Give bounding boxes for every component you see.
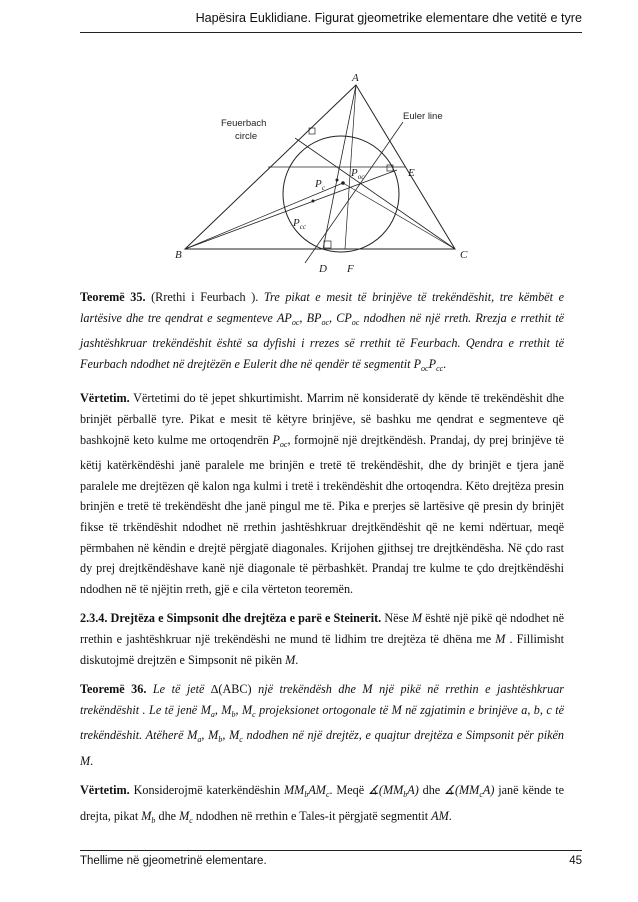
footer-title: Thellime në gjeometrinë elementare.	[80, 855, 267, 867]
label-pcc: $P_{cc}$	[293, 217, 306, 231]
page-footer	[80, 850, 582, 875]
proof-36: Vërtetim. Konsiderojmë katerkëndëshin $MM_bAM_c$. Meqë $∡(MM_bA)$ dhe $∡(MM_cA)$ janë kënde te drejta, pikat $M_b$ dhe $M_c$ ndodhen në rrethin e Tales-it përgjatë segmentit AM.	[80, 783, 565, 826]
label-d: D	[319, 263, 327, 275]
label-c: C	[460, 249, 468, 261]
altitude-b	[185, 170, 397, 249]
running-header: Hapësira Euklidiane. Figurat gjeometrike elementare dhe vetitë e tyre	[80, 6, 582, 33]
proof-35: Vërtetim. Vërtetimi do të jepet shkurtimisht. Marrim në konsideratë dy kënde të trekëndëshit dhe brinjët përballë tyre. Pikat e mesit të këtyre brinjëve, së bashku me qendrat e segmenteve që bashkojnë keto kulme me ortoqendrën $P_{oc}$, formojnë një drejtkëndësh. Prandaj, dy prej brinjëve të këtij katërkëndëshi janë paralele me brinjën e tretë të trekëndëshit, dhe dy brinjët e tjera janë paralele me drejtëzen që kalon nga kulmi i tretë i trekëndëshit dhe ortoqendra. Këto drejtëza presin brinjën e tretë të trekëndësht dhe janë pingul me të. Pika e prerjes së lartësive që presin dy brinjët fikse të trkëndëshit ndodhet në rrethin jashtëshkruar drejtkëndëshit që ne kemi ndërtuar, meqë përmbahen në këndin e drejtë përgjatë diagonales. Krijohen gjithsej tre drejtkëndësha. Në çdo rast dy prej drejtkëndëshave kanë një diagonale të përbashkët. Prandaj tre kulme te çdo drejtkëndëshi ndodhen në të njëjtin rreth, gjë e cila vërteton teoremën.	[80, 391, 565, 596]
label-a: A	[352, 72, 359, 84]
theorem-35: Teoremë 35. (Rrethi i Feurbach ). Tre pikat e mesit të brinjëve të trekëndëshit, tre këmbët e lartësive dhe tre qendrat e segmenteve $AP_{oc}$, $BP_{oc}$, $CP_{oc}$ ndodhen në një rreth. Rrezja e rrethit të jashtëshkruar trekëndëshit është sa dyfishi i rrezes së rrethit të Feurbach. Qendra e rrethit të Feurbach ndodhet në drejtëzën e Eulerit dhe në qendër të segmentit $P_{oc}P_{cc}$.	[80, 290, 565, 373]
altitude-c	[295, 138, 455, 249]
theorem-36: Teoremë 36. Le të jetë ∆(ABC) një trekëndësh dhe M një pikë në rrethin e jashtëshkruar trekëndëshit . Le të jenë $M_a$, $M_b$, $M_c$ projeksionet ortogonale të M në zgjatimin e brinjëve a, b, c të trekëndëshit. Atëherë $M_a$, $M_b$, $M_c$ ndodhen në një drejtëz, e quajtur drejtëza e Simpsonit për pikën M.	[80, 682, 565, 768]
label-b: B	[175, 249, 182, 261]
label-e: E	[408, 167, 415, 179]
page-number: 45	[569, 855, 582, 867]
text-body	[80, 287, 564, 832]
label-f: F	[347, 263, 354, 275]
label-pc: $P_c$	[315, 178, 325, 192]
feuerbach-figure	[175, 68, 475, 280]
note-euler: Euler line	[403, 111, 443, 122]
section-2-3-4: 2.3.4. Drejtëza e Simpsonit dhe drejtëza e parë e Steinerit. Nëse M është një pikë që ndodhet në rrethin e jashtëshkruar një trekëndëshi ne mund të lidhim tre drejtëza të dhëna me M . Fillimisht diskutojmë drejtzën e Simpsonit në pikën M.	[80, 611, 565, 667]
note-feuerbach-2: circle	[235, 131, 258, 142]
note-feuerbach-1: Feuerbach	[221, 118, 267, 129]
label-poc: $P_{oc}$	[351, 167, 365, 181]
